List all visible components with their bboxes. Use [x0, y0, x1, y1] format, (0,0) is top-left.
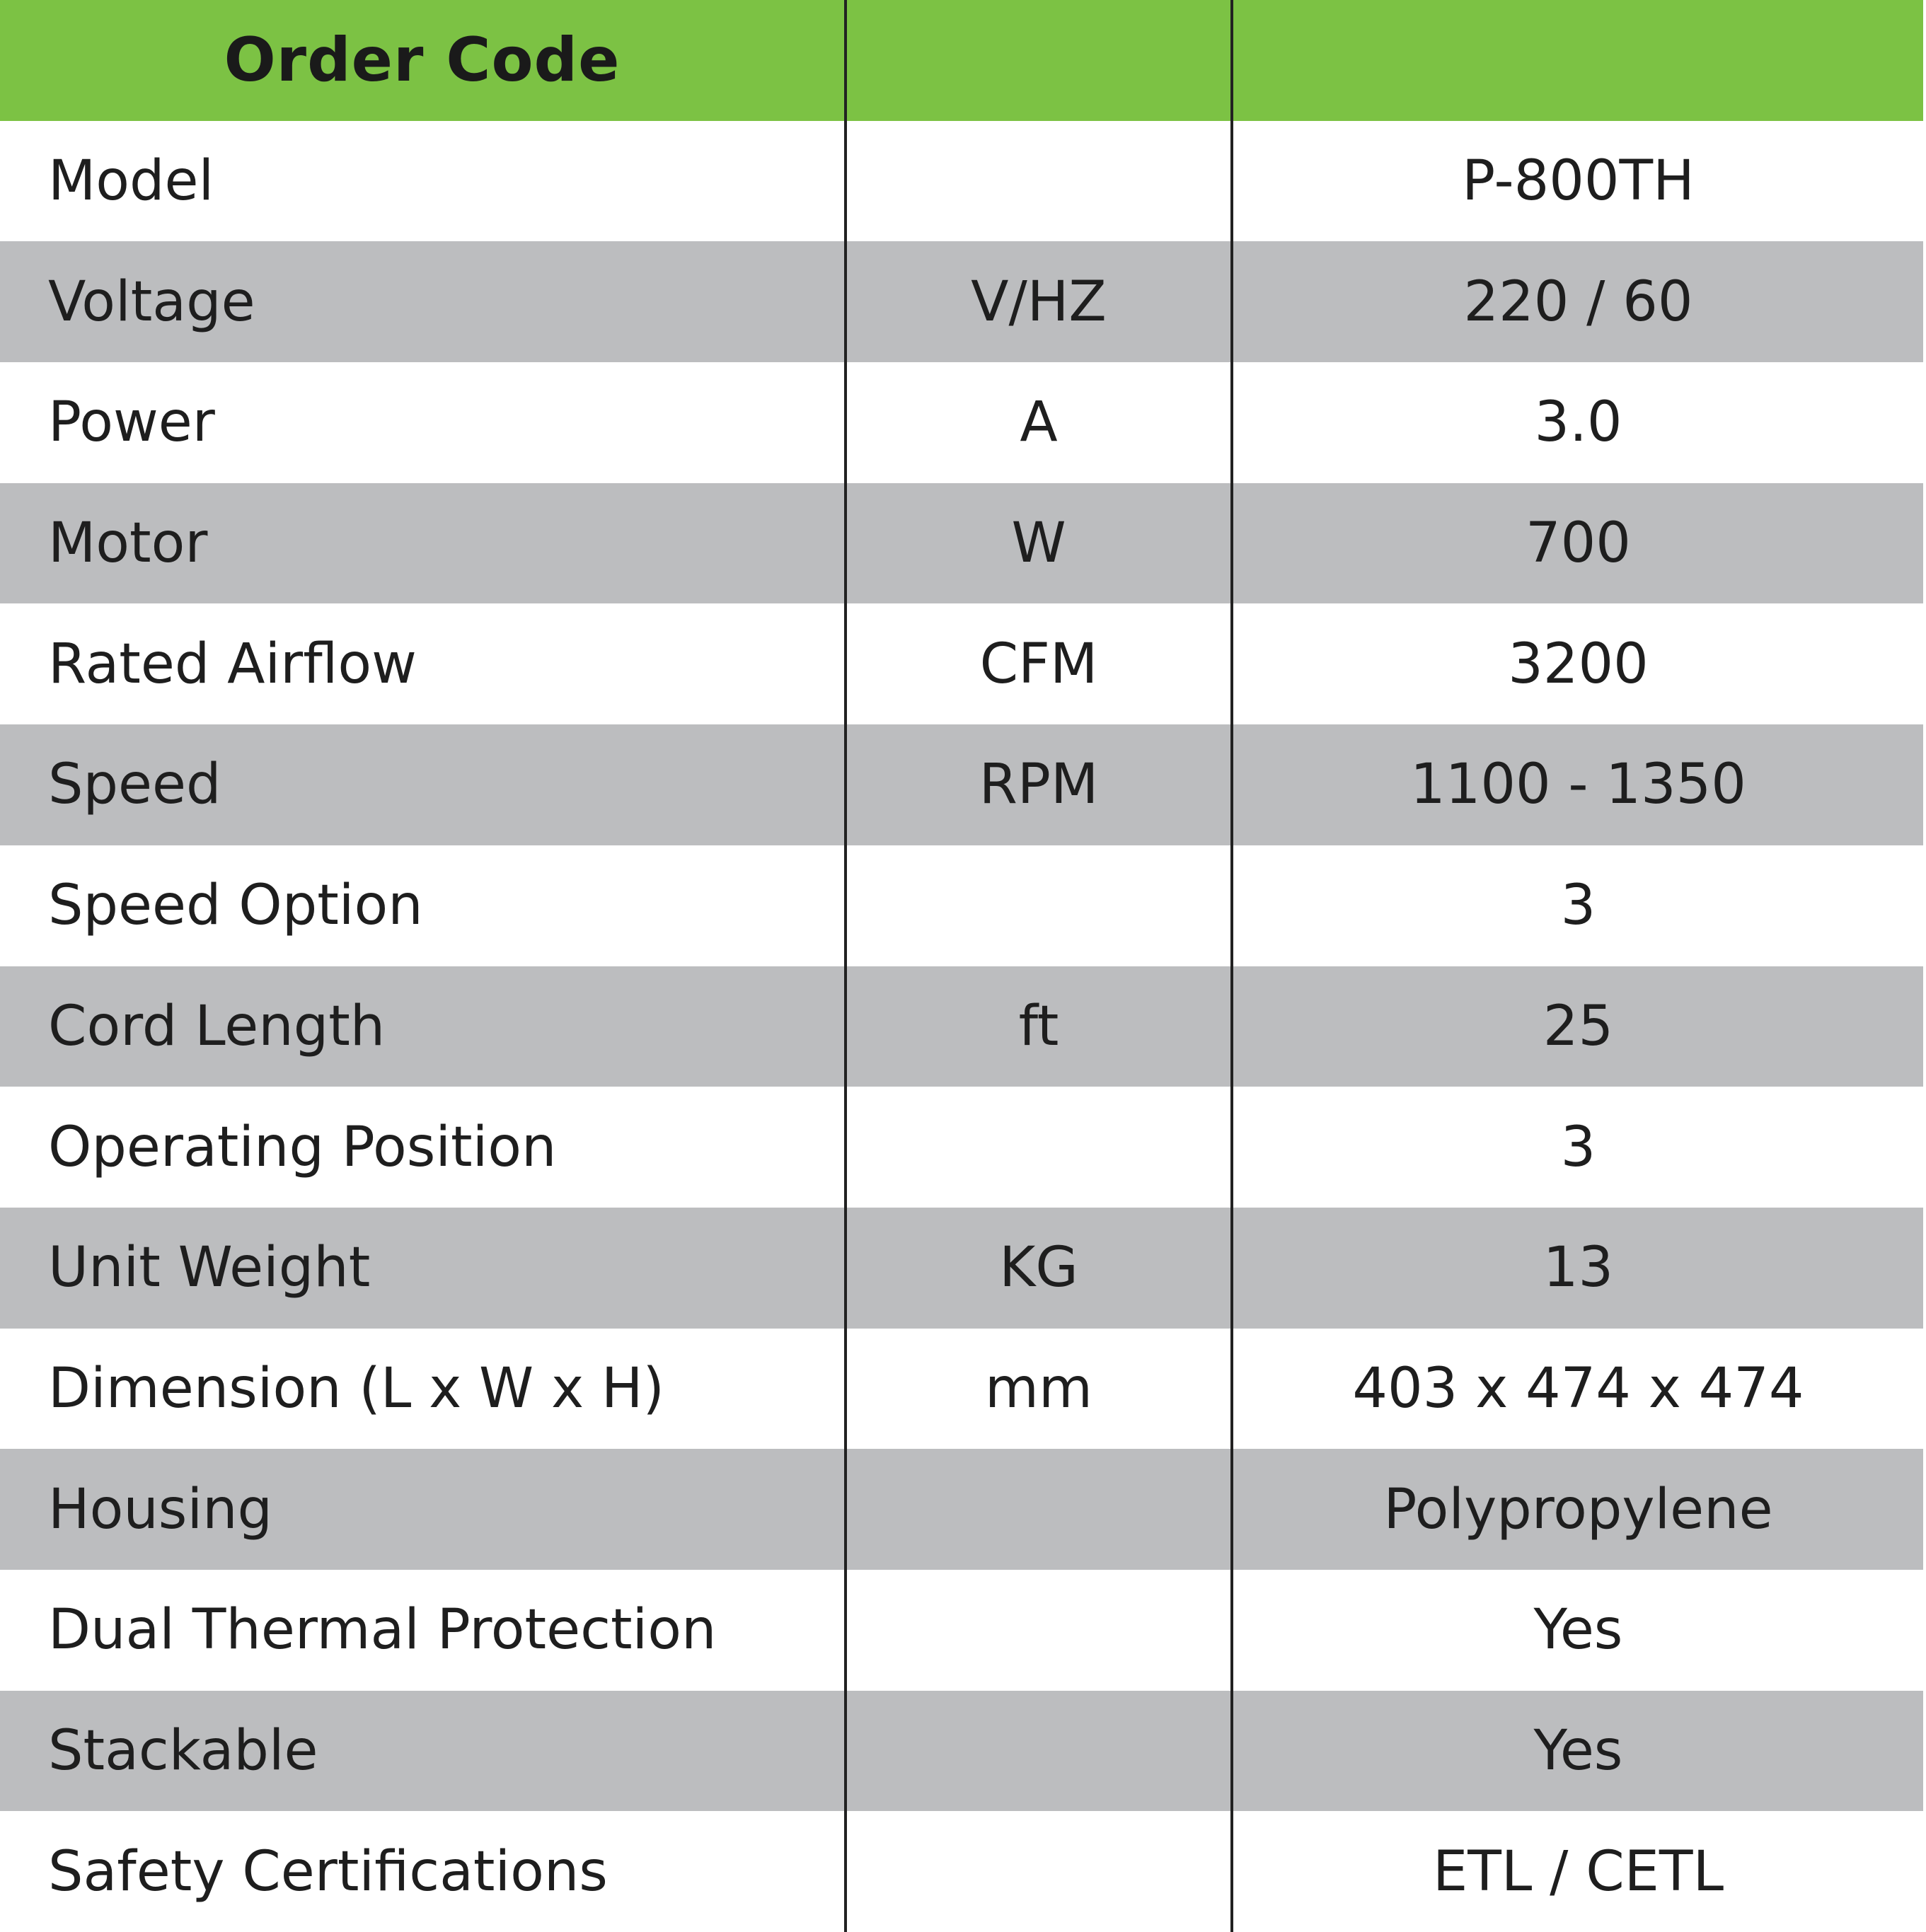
row-unit: CFM	[844, 603, 1230, 724]
row-unit	[844, 121, 1230, 242]
row-value: Polypropylene	[1230, 1449, 1923, 1570]
row-value: 3.0	[1230, 362, 1923, 483]
row-unit	[844, 845, 1230, 966]
row-label: Model	[0, 121, 844, 242]
header-value-column	[1230, 0, 1923, 121]
row-label: Speed	[0, 724, 844, 845]
row-label: Motor	[0, 483, 844, 604]
row-value: 220 / 60	[1230, 241, 1923, 362]
row-label: Speed Option	[0, 845, 844, 966]
header-unit-column	[844, 0, 1230, 121]
row-label: Voltage	[0, 241, 844, 362]
row-value: 700	[1230, 483, 1923, 604]
row-label: Rated Airflow	[0, 603, 844, 724]
row-value: 1100 - 1350	[1230, 724, 1923, 845]
row-unit: A	[844, 362, 1230, 483]
row-value: 3	[1230, 1087, 1923, 1208]
row-value: Yes	[1230, 1570, 1923, 1691]
row-unit: ft	[844, 966, 1230, 1087]
row-unit	[844, 1449, 1230, 1570]
row-label: Dimension (L x W x H)	[0, 1329, 844, 1450]
row-unit: V/HZ	[844, 241, 1230, 362]
row-value: 403 x 474 x 474	[1230, 1329, 1923, 1450]
row-unit: W	[844, 483, 1230, 604]
row-value: P-800TH	[1230, 121, 1923, 242]
row-value: 3	[1230, 845, 1923, 966]
row-value: 25	[1230, 966, 1923, 1087]
row-value: 3200	[1230, 603, 1923, 724]
row-label: Unit Weight	[0, 1208, 844, 1329]
row-value: Yes	[1230, 1691, 1923, 1812]
row-label: Operating Position	[0, 1087, 844, 1208]
row-unit	[844, 1087, 1230, 1208]
row-unit: mm	[844, 1329, 1230, 1450]
row-label: Stackable	[0, 1691, 844, 1812]
row-label: Dual Thermal Protection	[0, 1570, 844, 1691]
header-order-code: Order Code	[0, 0, 844, 121]
row-label: Power	[0, 362, 844, 483]
row-unit: RPM	[844, 724, 1230, 845]
row-unit	[844, 1570, 1230, 1691]
row-unit: KG	[844, 1208, 1230, 1329]
row-value: ETL / CETL	[1230, 1811, 1923, 1932]
row-label: Housing	[0, 1449, 844, 1570]
row-label: Cord Length	[0, 966, 844, 1087]
row-unit	[844, 1691, 1230, 1812]
row-value: 13	[1230, 1208, 1923, 1329]
row-label: Safety Certifications	[0, 1811, 844, 1932]
row-unit	[844, 1811, 1230, 1932]
